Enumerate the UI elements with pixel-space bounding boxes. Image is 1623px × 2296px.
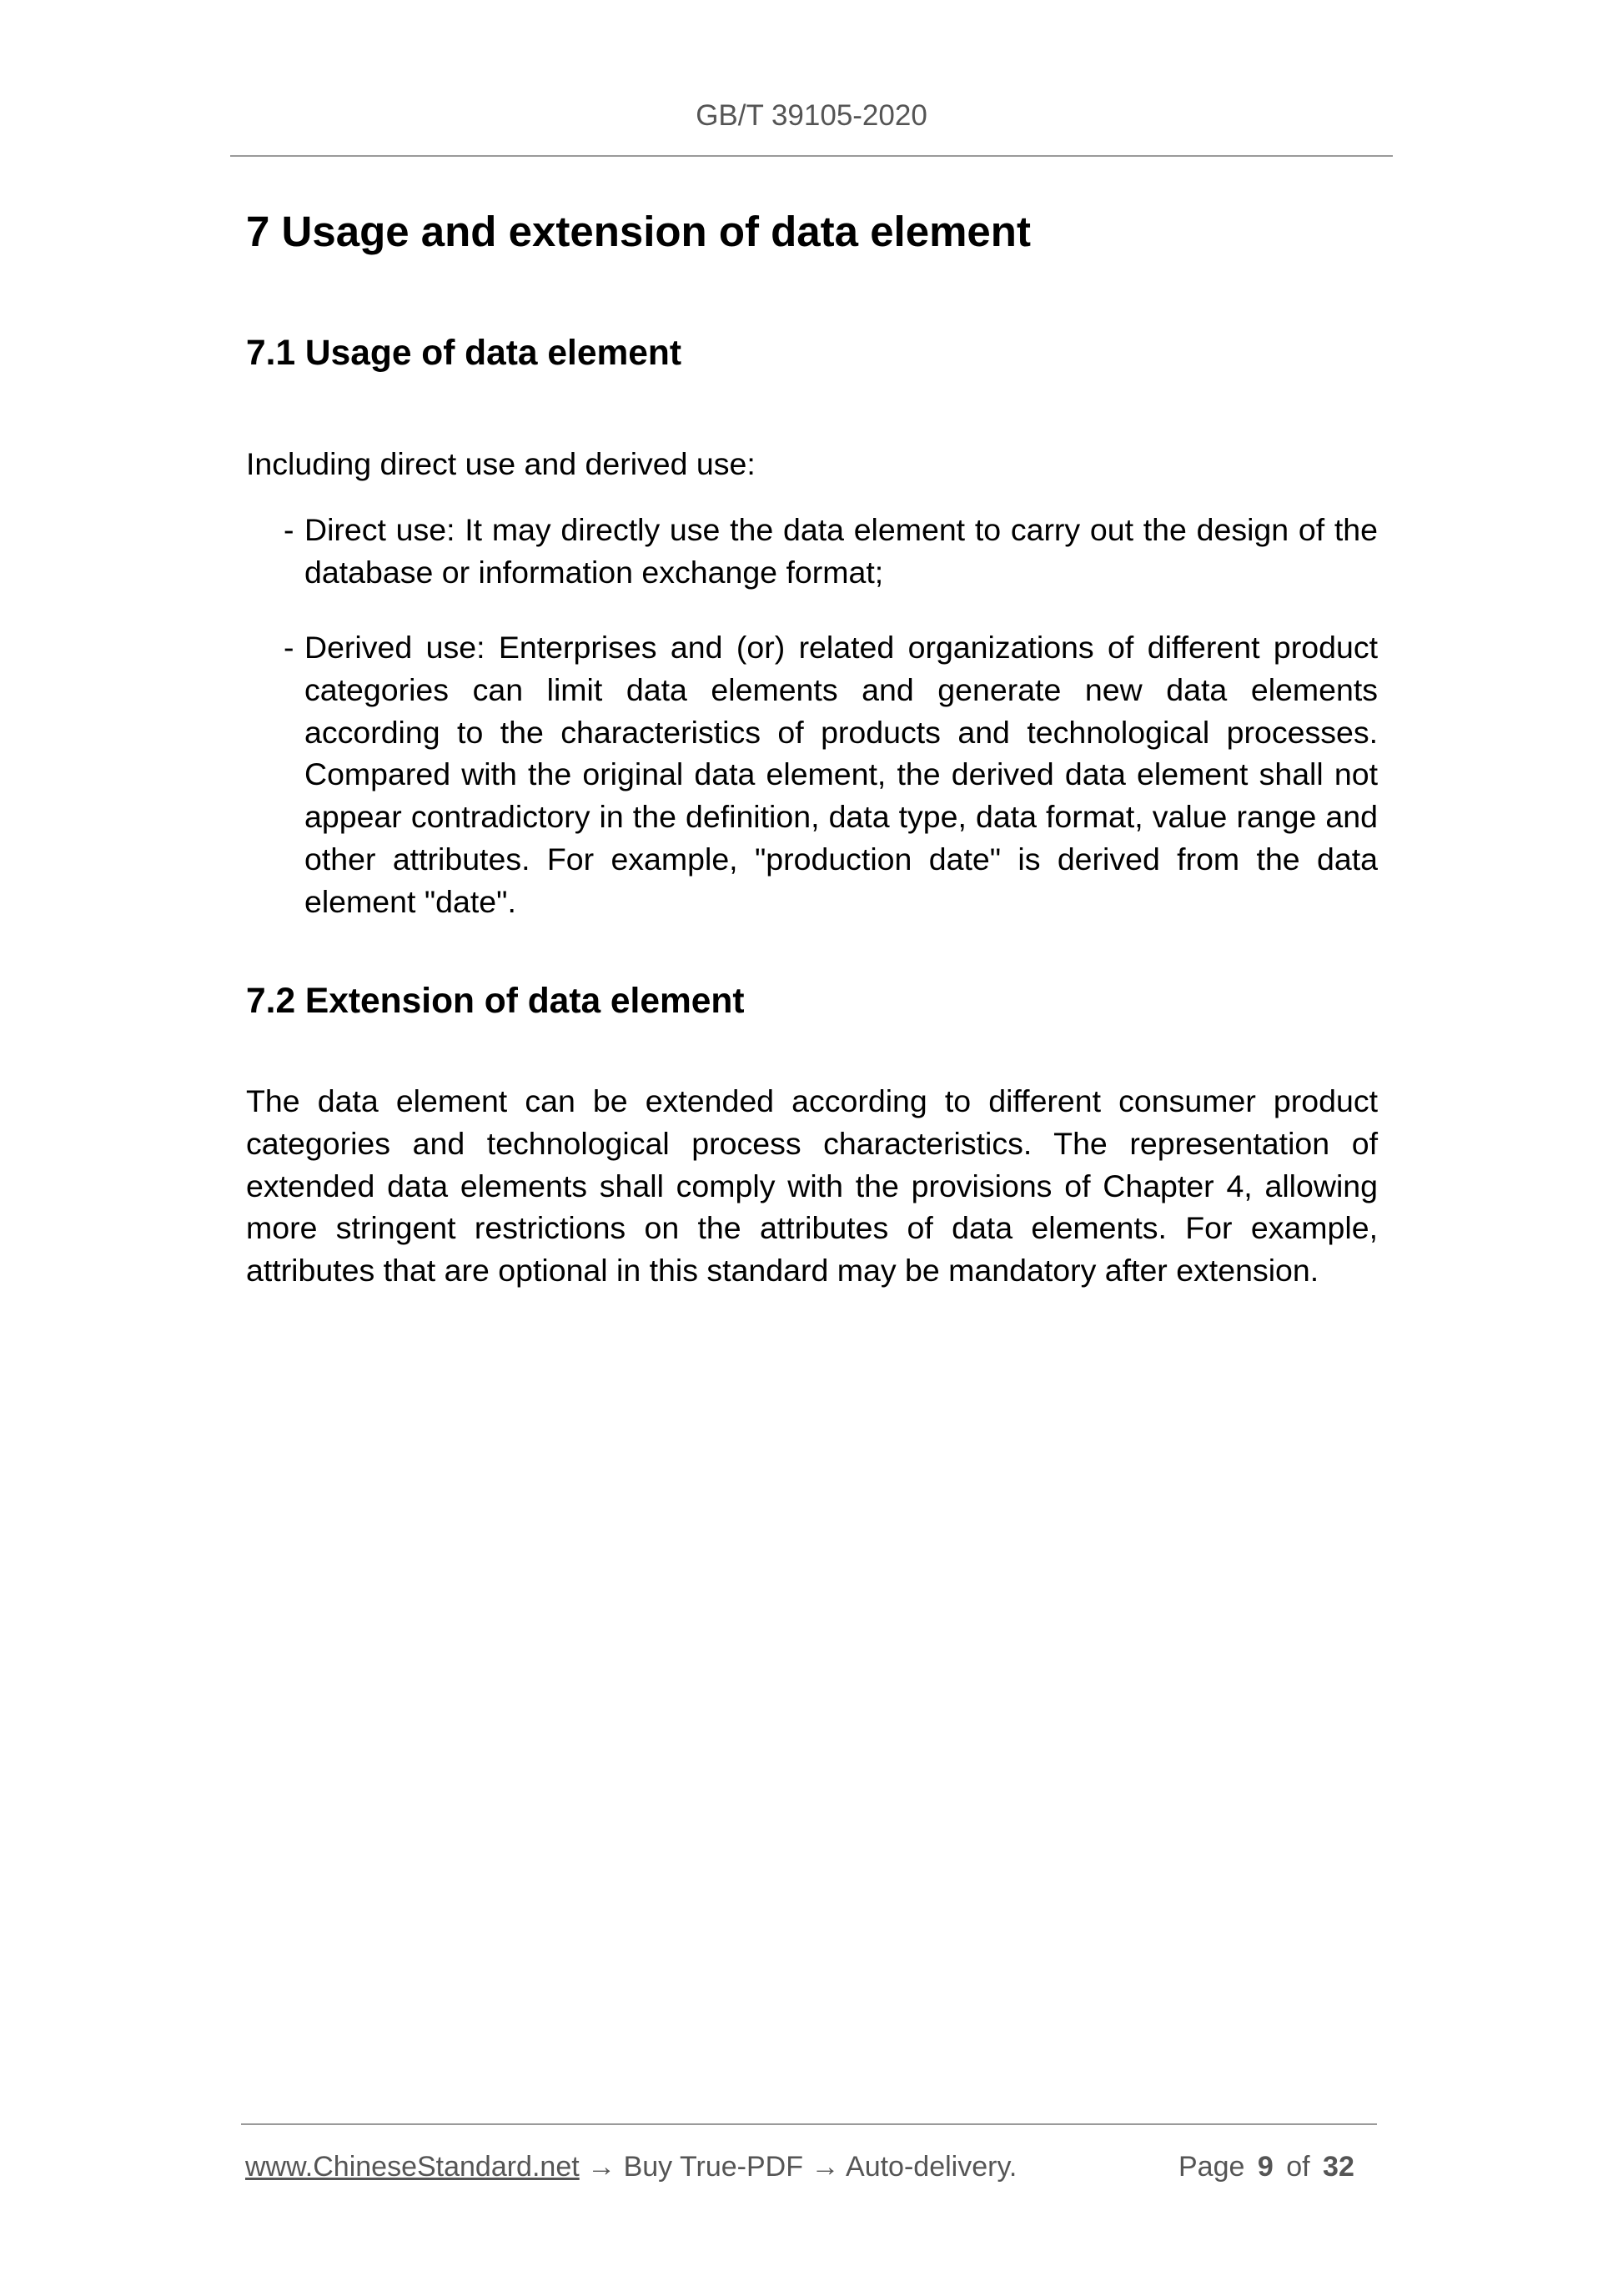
footer-step-delivery: Auto-delivery.: [846, 2151, 1018, 2183]
page-label: Page: [1178, 2151, 1245, 2183]
running-header-doc-code: GB/T 39105-2020: [696, 99, 927, 132]
footer-promo: [245, 2149, 1017, 2184]
footer-divider: [241, 2123, 1377, 2125]
list-item-text: Derived use: Enterprises and (or) related organizations of different product categories can limit data elements and generate new data elements according to the characteristics of products and technological processes. Compared with the original data element, the derived data element shall not appear contradictory in the definition, data type, data format, value range and other attributes. For example, "production date" is derived from the data element "date".: [304, 630, 1378, 919]
section-heading-7: 7 Usage and extension of data element: [246, 208, 1031, 255]
footer-step-buy: Buy True-PDF: [623, 2151, 803, 2183]
subsection-heading-7-1: 7.1 Usage of data element: [246, 334, 681, 373]
arrow-right-icon: →: [811, 2151, 840, 2183]
arrow-right-icon: →: [587, 2151, 616, 2183]
page-current: 9: [1257, 2151, 1274, 2183]
page-of-label: of: [1286, 2151, 1310, 2183]
page-indicator: [1178, 2149, 1354, 2184]
list-item-text: Direct use: It may directly use the data element to carry out the design of the database or information exchange format;: [304, 512, 1378, 590]
page-total: 32: [1323, 2151, 1354, 2183]
extension-paragraph: The data element can be extended according to different consumer product categories and technological process characteristics. The representation of extended data elements shall comply with the provisions of Chapter 4, allowing more stringent restrictions on the attributes of data elements. For example, attributes that are optional in this standard may be mandatory after extension.: [246, 1083, 1378, 1289]
subsection-heading-7-2: 7.2 Extension of data element: [246, 982, 745, 1021]
bullet-dash: -: [284, 630, 294, 665]
header-divider: [230, 155, 1393, 157]
intro-paragraph: Including direct use and derived use:: [246, 446, 756, 481]
chinesestandard-link[interactable]: www.ChineseStandard.net: [245, 2151, 580, 2183]
bullet-dash: -: [284, 512, 294, 547]
